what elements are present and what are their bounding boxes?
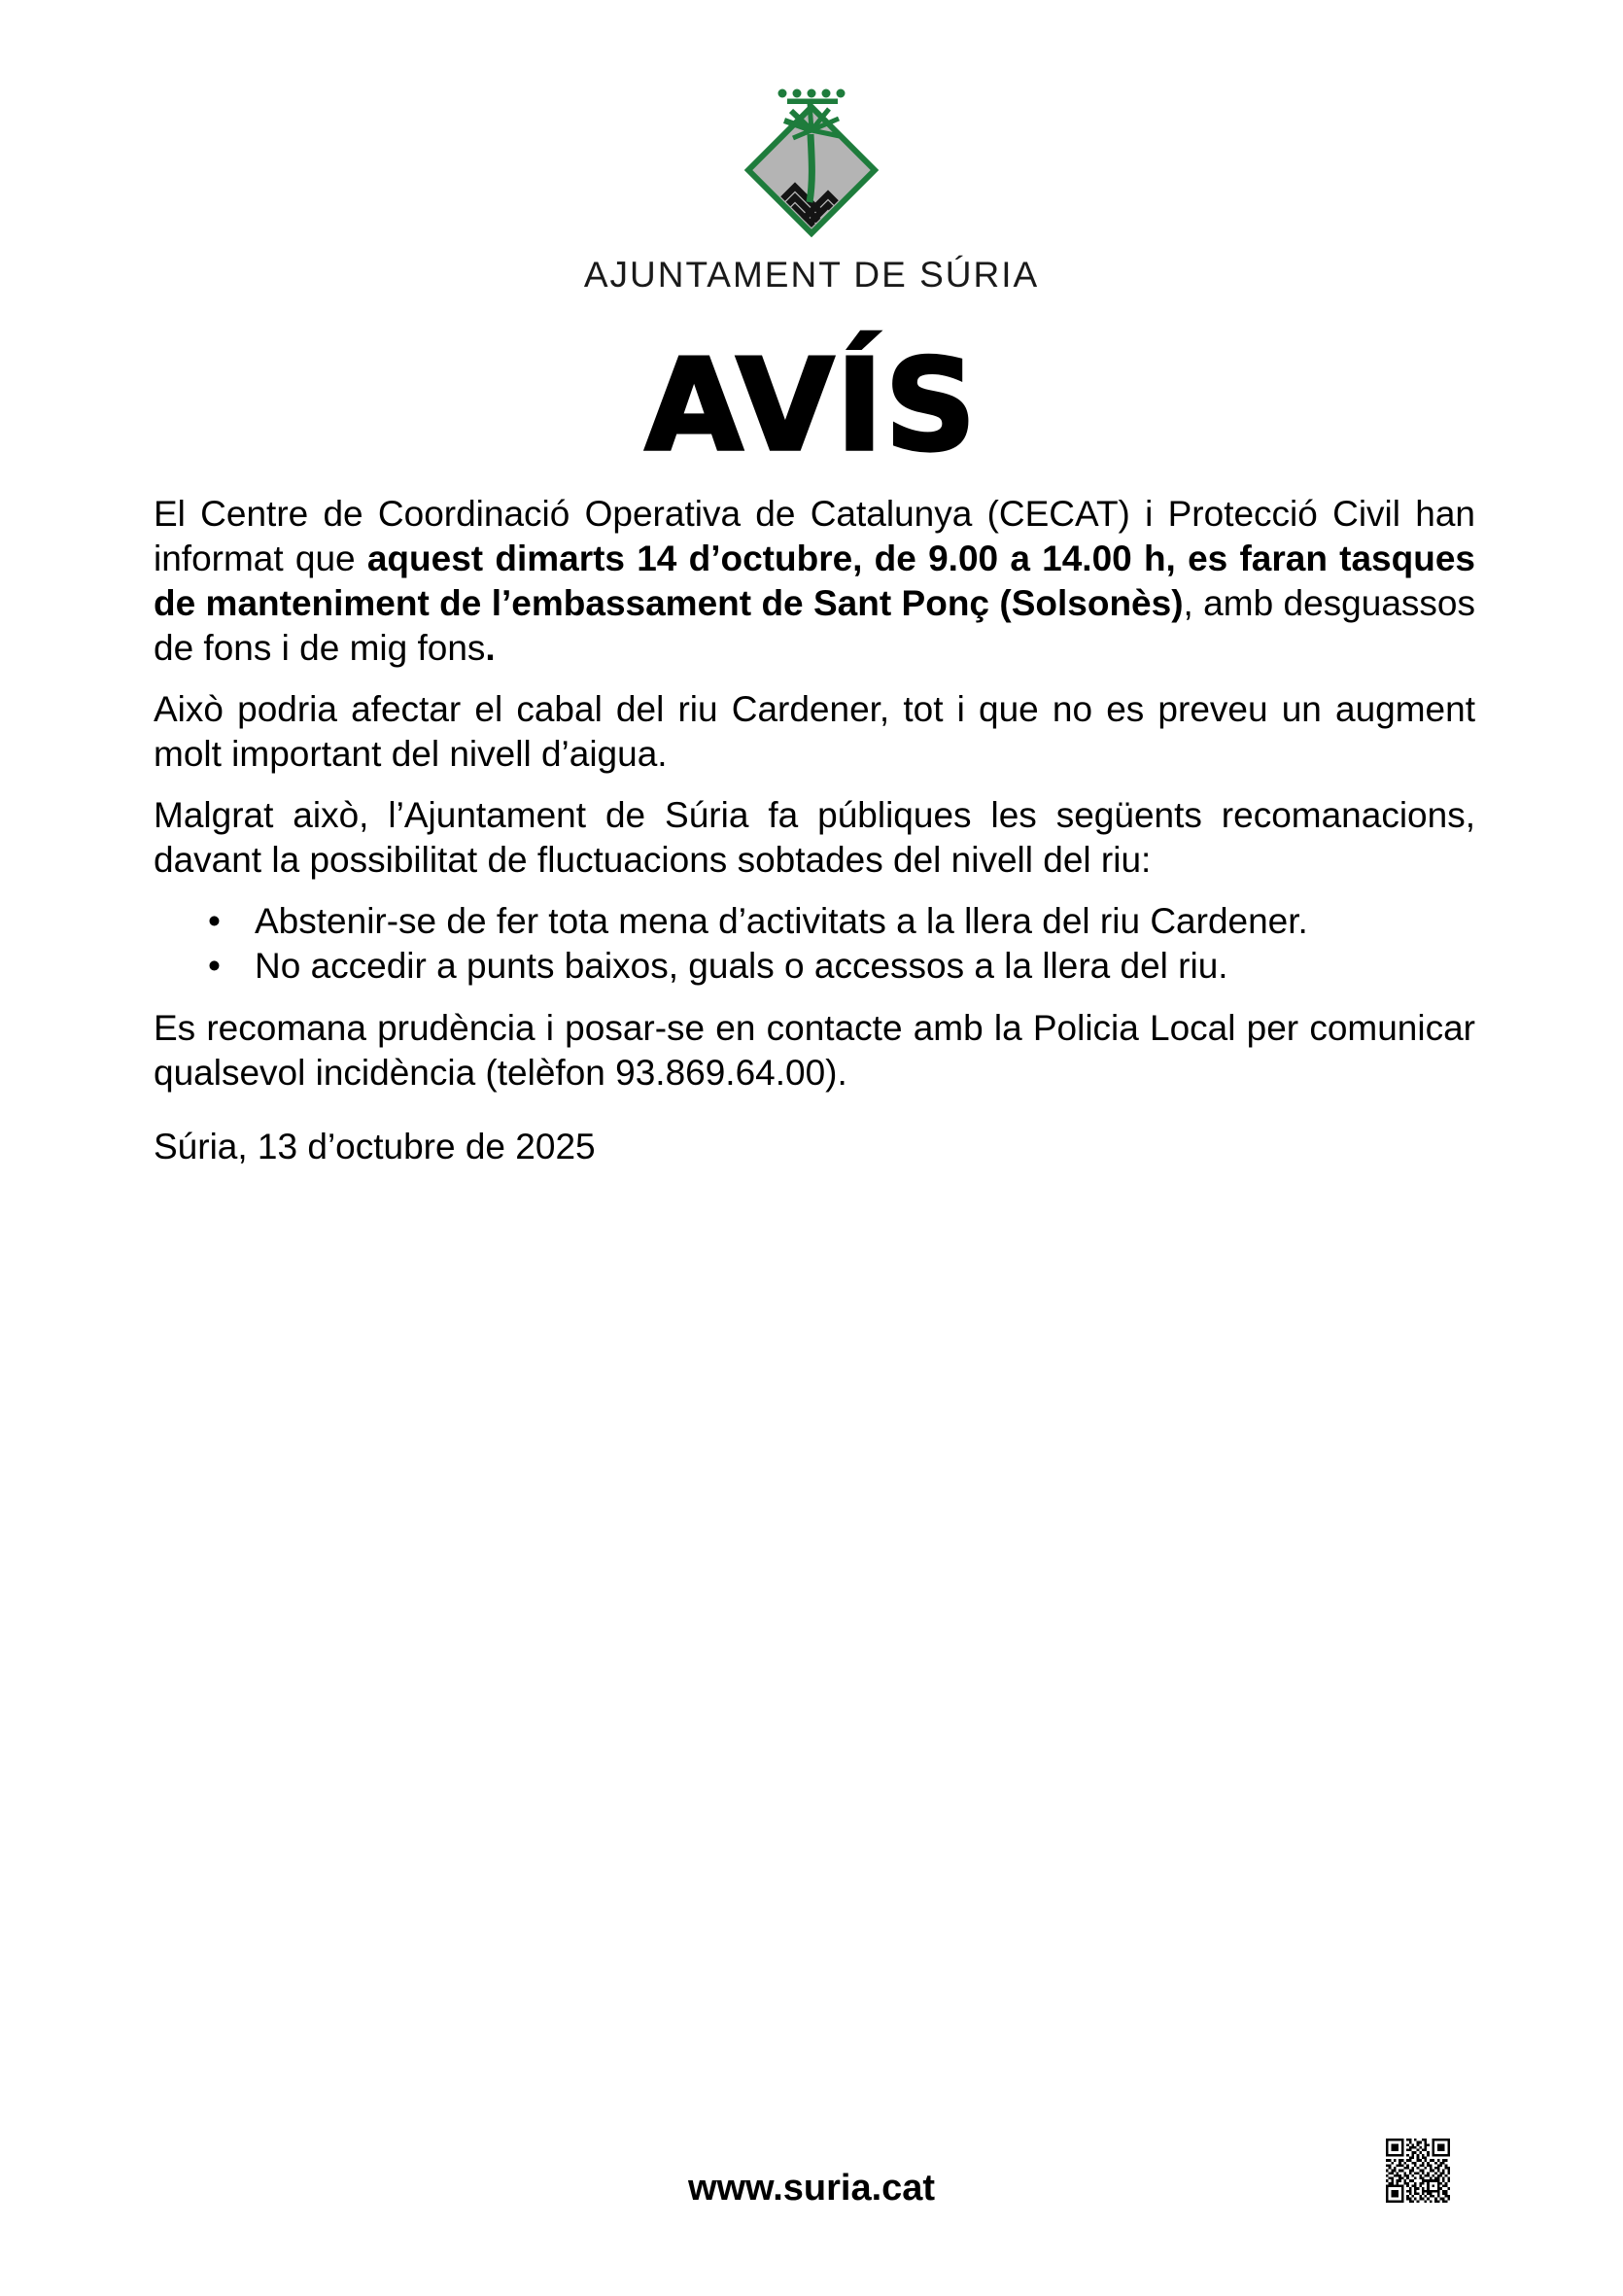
p1-bold-schedule: aquest dimarts 14 d’octubre, de 9.00 a 14.00 h, es faran tasques de manteniment de l’embassament de Sant Ponç (Solsonès) bbox=[154, 539, 1475, 623]
qr-code bbox=[1386, 2139, 1450, 2203]
dateline: Súria, 13 d’octubre de 2025 bbox=[154, 1127, 596, 1166]
notice-title: AVÍS bbox=[644, 331, 979, 479]
crown-icon bbox=[778, 89, 846, 105]
paragraph-maintenance bbox=[154, 492, 1475, 671]
paragraph-river-effect: Això podria afectar el cabal del riu Cardener, tot i que no es preveu un augment molt important del nivell d’aigua. bbox=[154, 689, 1475, 774]
header bbox=[0, 86, 1623, 296]
org-name: AJUNTAMENT DE SÚRIA bbox=[583, 255, 1040, 295]
p1-regular-lead: El Centre de Coordinació Operativa de Catalunya (CECAT) i Protecció Civil han informat que bbox=[154, 494, 1475, 578]
p1-regular-tail: , amb desguassos de fons i de mig fons bbox=[154, 583, 1475, 668]
paragraph-police-contact: Es recomana prudència i posar-se en contacte amb la Policia Local per comunicar qualsevol incidència (telèfon 93.869.64.00). bbox=[154, 1008, 1475, 1093]
suria-coat-of-arms bbox=[739, 86, 884, 241]
list-item: • No accedir a punts baixos, guals o accessos a la llera del riu. bbox=[255, 944, 1475, 989]
paragraph-recommendations-intro: Malgrat això, l’Ajuntament de Súria fa públiques les següents recomanacions, davant la possibilitat de fluctuacions sobtades del nivell del riu: bbox=[154, 795, 1475, 880]
website-url: www.suria.cat bbox=[687, 2168, 936, 2209]
recommendations-list bbox=[154, 899, 1475, 989]
p1-bold-period: . bbox=[485, 628, 496, 668]
list-item: • Abstenir-se de fer tota mena d’activitats a la llera del riu Cardener. bbox=[255, 899, 1475, 944]
notice-body bbox=[154, 492, 1475, 1186]
